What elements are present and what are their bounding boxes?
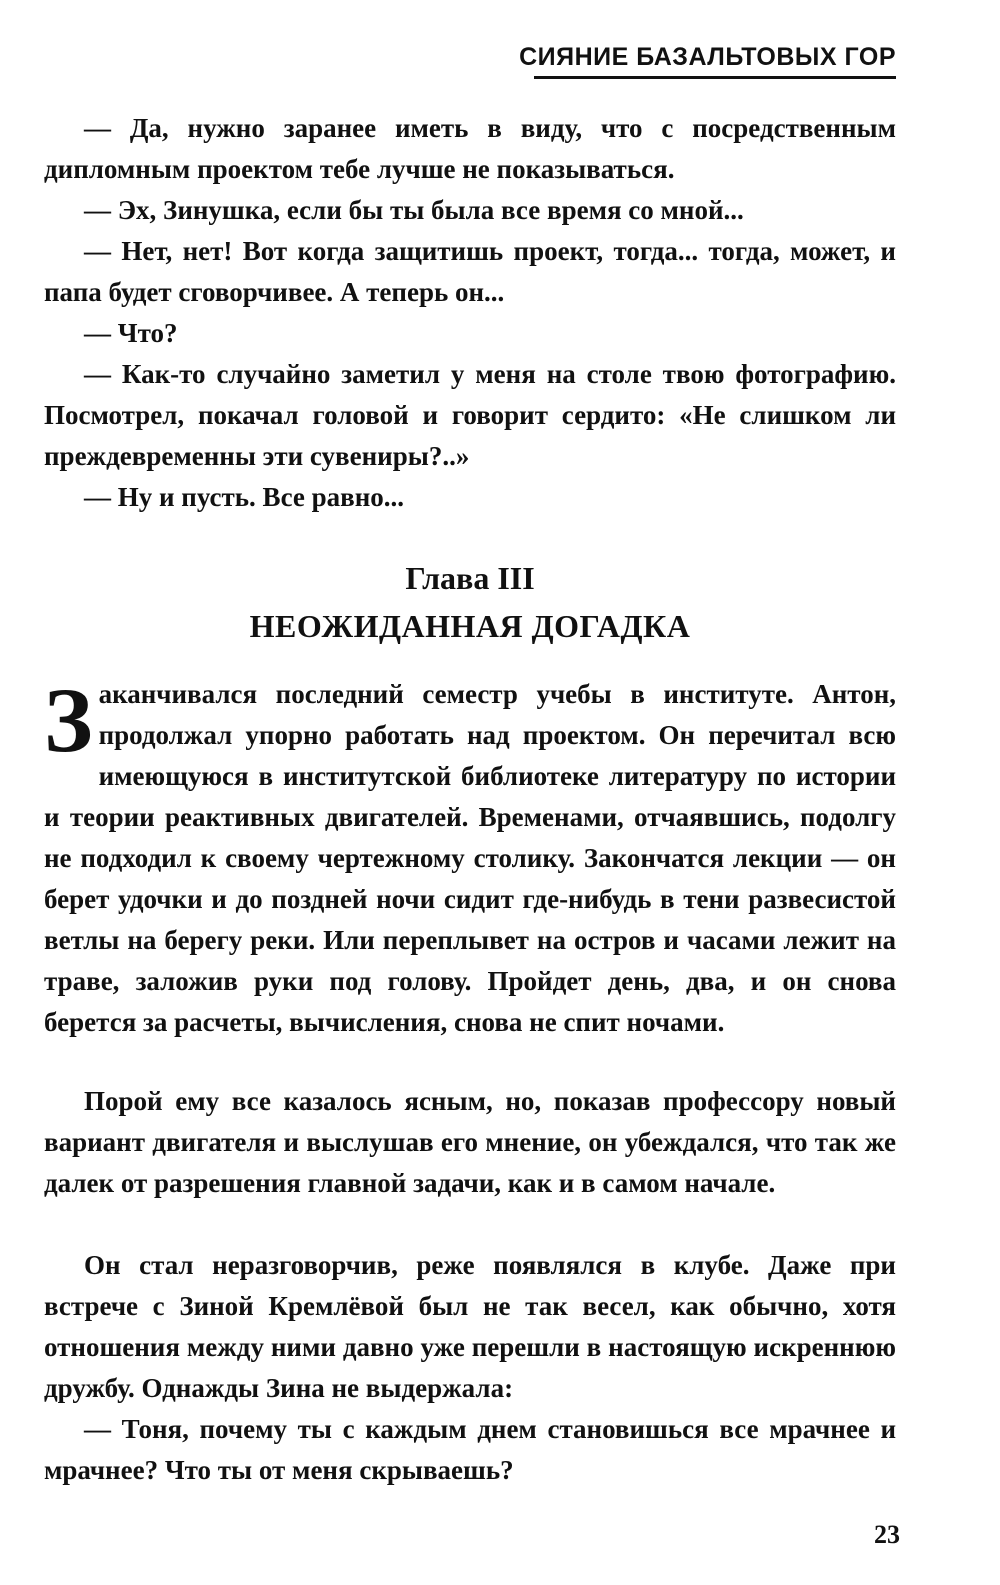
dialogue-line: — Да, нужно заранее иметь в виду, что с посредственным дипломным проектом тебе лучше не показываться. <box>44 113 896 184</box>
header-rule <box>534 76 896 79</box>
dialogue-line: — Ну и пусть. Все равно... <box>84 482 405 512</box>
page-number: 23 <box>874 1520 900 1549</box>
chapter-title: НЕОЖИДАННАЯ ДОГАДКА <box>249 608 691 644</box>
dialogue-line: — Как-то случайно заметил у меня на столе твою фотографию. Посмотрел, покачал головой и говорит сердито: «Не слишком ли преждевременны эти сувениры?..» <box>44 359 896 471</box>
dialogue-line: — Тоня, почему ты с каждым днем становишься все мрачнее и мрачнее? Что ты от меня скрываешь? <box>44 1414 896 1485</box>
chapter-number: Глава III <box>405 560 535 596</box>
drop-cap: З <box>44 669 93 771</box>
dialogue-line: — Что? <box>84 318 178 348</box>
running-title: СИЯНИЕ БАЗАЛЬТОВЫХ ГОР <box>519 43 896 71</box>
body-paragraph: Он стал неразговорчив, реже появлялся в клубе. Даже при встрече с Зиной Кремлёвой был не так весел, как обычно, хотя отношения между ними давно уже перешли в настоящую искреннюю дружбу. Однажды Зина не выдержала: <box>44 1250 896 1403</box>
dialogue-line: — Эх, Зинушка, если бы ты была все время со мной... <box>84 195 744 225</box>
body-paragraph: Порой ему все казалось ясным, но, показав профессору новый вариант двигателя и выслушав его мнение, он убеждался, что так же далек от разрешения главной задачи, как и в самом начале. <box>44 1086 896 1198</box>
dialogue-line: — Нет, нет! Вот когда защитишь проект, тогда... тогда, может, и папа будет сговорчивее. А теперь он... <box>44 236 896 307</box>
opening-paragraph <box>44 669 896 1043</box>
opening-paragraph-text: аканчивался последний семестр учебы в институте. Антон, продолжал упорно работать над проектом. Он перечитал всю имеющуюся в институтской библиотеке литературу по истории и теории реактивных двигателей. Временами, отчаявшись, подолгу не подходил к своему чертежному столику. Закончатся лекции — он берет удочки и до поздней ночи сидит где-нибудь в тени развесистой ветлы на берегу реки. Или переплывет на остров и часами лежит на траве, заложив руки под голову. Пройдет день, два, и он снова берется за расчеты, вычисления, снова не спит ночами. <box>44 679 896 1037</box>
